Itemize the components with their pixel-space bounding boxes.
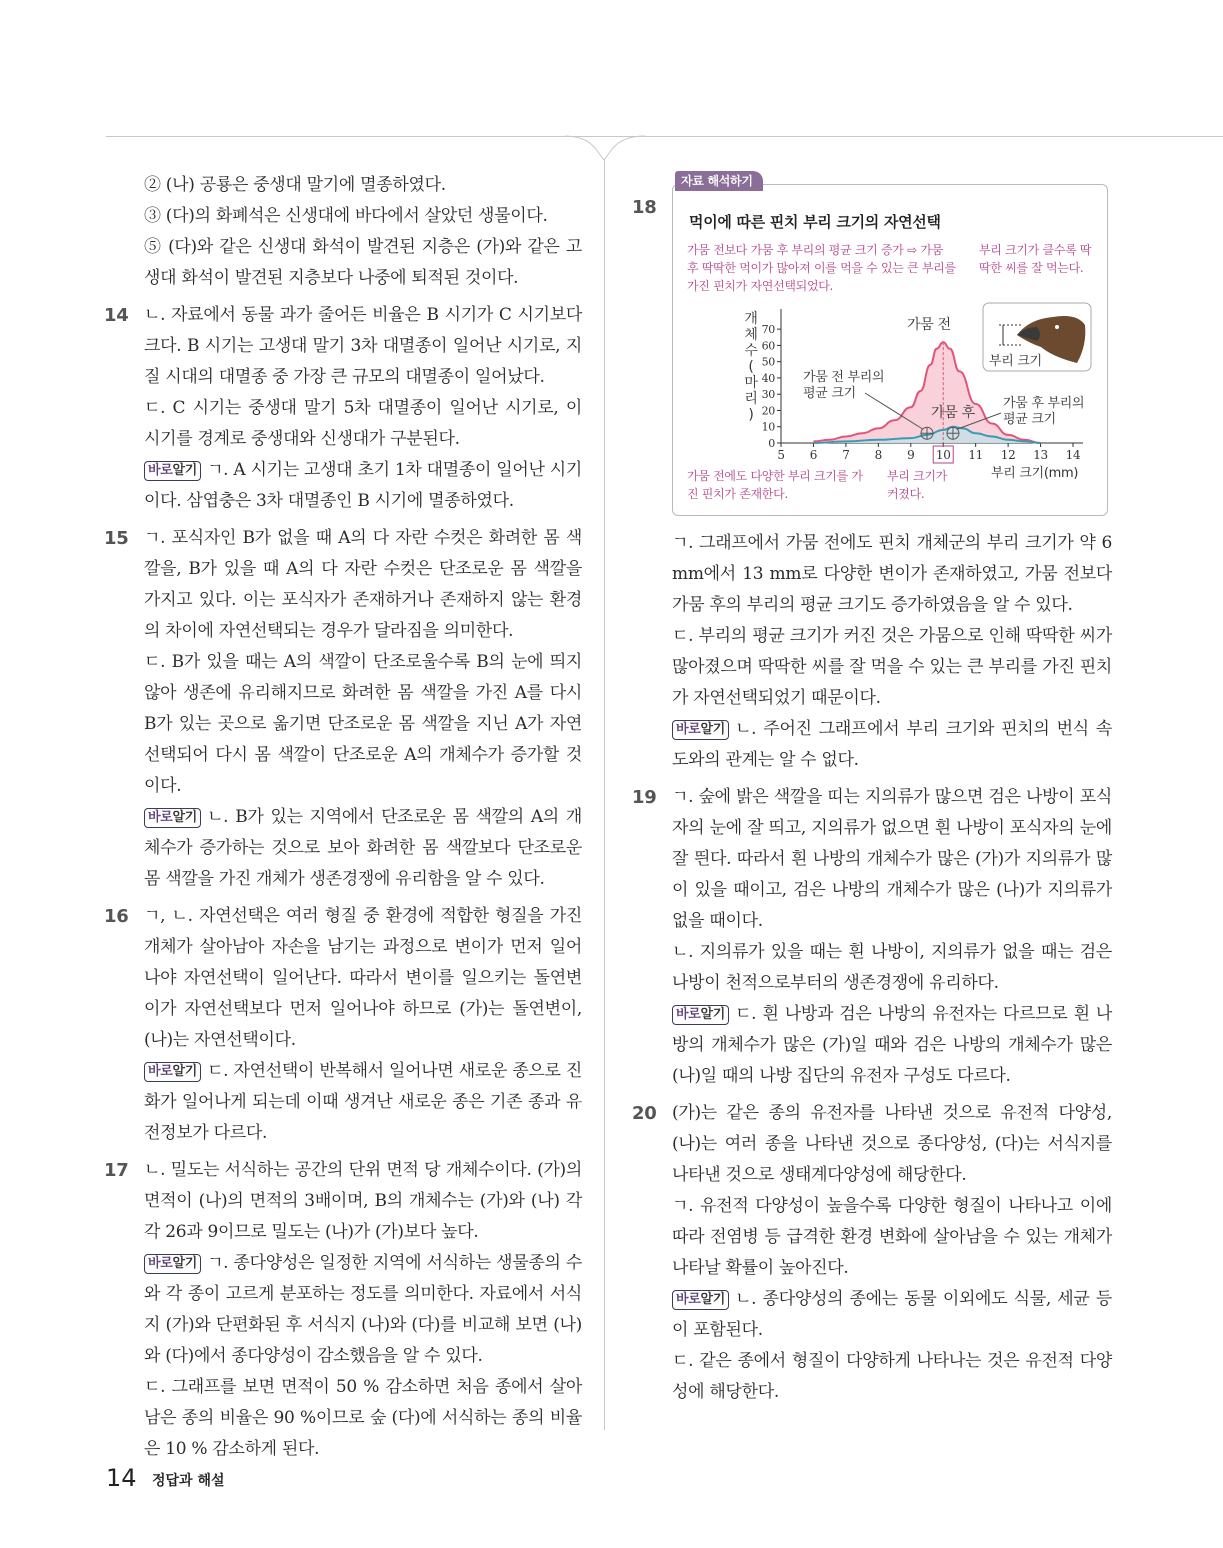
x-tick-label: 9 <box>907 448 915 462</box>
top-rule <box>106 136 1223 137</box>
x-tick-label: 5 <box>777 448 785 462</box>
correction: 바로알기 ㄴ. 종다양성의 종에는 동물 이외에도 식물, 세균 등이 포함된다. <box>672 1289 1112 1340</box>
mean-before-label-line1: 가뭄 전 부리의 <box>803 370 885 385</box>
explanation: ㄱ, ㄴ. 자연선택은 여러 형질 중 환경에 적합한 형질을 가진 개체가 살아남아 자손을 남기는 과정으로 변이가 먼저 일어나야 자연선택이 일어난다. 따라서 변이를 일으키는 돌연변이가 자연선택보다 먼저 일어나야 하므로 (가)는 돌연변이, (나)는 자연선택이다. <box>144 906 582 1050</box>
peak-label-before: 가뭄 전 <box>907 317 951 333</box>
explanation: ㄷ. 같은 종에서 형질이 다양하게 나타나는 것은 유전적 다양성에 해당한다. <box>672 1351 1112 1402</box>
intro-line-3: ③ (다)의 화폐석은 신생대에 바다에서 살았던 생물이다. <box>144 206 548 226</box>
baro-algi-badge: 바로알기 <box>672 1005 729 1025</box>
question-number: 19 <box>632 787 657 808</box>
x-tick-label: 13 <box>1033 448 1048 462</box>
y-tick-label: 40 <box>761 371 775 385</box>
explanation: ㄴ. 지의류가 있을 때는 흰 나방이, 지의류가 없을 때는 검은 나방이 천적으로부터의 생존경쟁에 유리하다. <box>672 942 1112 993</box>
question-18 <box>632 174 1112 776</box>
question-17 <box>104 1155 582 1465</box>
y-axis-label-char: 개 <box>744 311 758 327</box>
y-axis-label-char: 리 <box>744 391 758 407</box>
beak-size-chart <box>673 185 1107 515</box>
question-20 <box>632 1098 1112 1408</box>
correction: 바로알기 ㄱ. A 시기는 고생대 초기 1차 대멸종이 일어난 시기이다. 삼엽충은 3차 대멸종인 B 시기에 멸종하였다. <box>144 460 582 511</box>
right-column <box>632 170 1112 1414</box>
correction: 바로알기 ㄷ. 흰 나방과 검은 나방의 유전자는 다르므로 흰 나방의 개체수가 많은 (가)일 때와 검은 나방의 개체수가 많은 (나)일 때의 나방 집단의 유전자 구성도 다르다. <box>672 1004 1112 1086</box>
page-notch <box>565 120 645 160</box>
y-tick-label: 10 <box>761 420 775 434</box>
intro-line-2: ② (나) 공룡은 중생대 말기에 멸종하였다. <box>144 175 446 195</box>
x-tick-label: 7 <box>842 448 850 462</box>
y-axis-label-char: 수 <box>744 343 758 359</box>
explanation: ㄱ. 유전적 다양성이 높을수록 다양한 형질이 나타나고 이에 따라 전염병 등 급격한 환경 변화에 살아남을 수 있는 개체가 나타날 확률이 높아진다. <box>672 1196 1112 1278</box>
x-axis-label: 부리 크기(mm) <box>991 466 1079 481</box>
explanation: ㄷ. B가 있을 때는 A의 색깔이 단조로울수록 B의 눈에 띄지 않아 생존에 유리해지므로 화려한 몸 색깔을 가진 A를 다시 B가 있는 곳으로 옮기면 단조로운 몸 색깔을 지닌 A가 자연선택되어 다시 몸 색깔이 단조로운 A의 개체수가 증가할 것이다. <box>144 652 582 796</box>
explanation: ㄴ. 밀도는 서식하는 공간의 단위 면적 당 개체수이다. (가)의 면적이 (나)의 면적의 3배이며, B의 개체수는 (가)와 (나) 각각 26과 9이므로 밀도는 (나)가 (가)보다 높다. <box>144 1160 582 1242</box>
question-19 <box>632 782 1112 1092</box>
y-axis-label-char: 체 <box>744 327 758 343</box>
y-tick-label: 70 <box>761 323 775 337</box>
explanation: (가)는 같은 종의 유전자를 나타낸 것으로 유전적 다양성, (나)는 여러 종을 나타낸 것으로 종다양성, (다)는 서식지를 나타낸 것으로 생태계다양성에 해당한다. <box>672 1103 1112 1185</box>
question-15 <box>104 523 582 895</box>
baro-algi-badge: 바로알기 <box>144 1062 201 1082</box>
beak-size-label: 부리 크기 <box>989 354 1042 369</box>
question-number: 16 <box>104 906 129 927</box>
explanation: ㄴ. 자료에서 동물 과가 줄어든 비율은 B 시기가 C 시기보다 크다. B 시기는 고생대 말기 3차 대멸종이 일어난 시기로, 지질 시대의 대멸종 중 가장 큰 규모의 대멸종이 일어났다. <box>144 305 582 387</box>
correction: 바로알기 ㄷ. 자연선택이 반복해서 일어나면 새로운 종으로 진화가 일어나게 되는데 이때 생겨난 새로운 종은 기존 종과 유전정보가 다르다. <box>144 1061 582 1143</box>
y-tick-label: 60 <box>761 339 775 353</box>
baro-algi-badge: 바로알기 <box>672 1290 729 1310</box>
explanation: ㄷ. C 시기는 중생대 말기 5차 대멸종이 일어난 시기로, 이 시기를 경계로 중생대와 신생대가 구분된다. <box>144 398 582 449</box>
y-tick-label: 0 <box>768 437 775 450</box>
question-number: 15 <box>104 528 129 549</box>
x-tick-label: 14 <box>1065 448 1081 462</box>
x-tick-label: 11 <box>968 448 984 462</box>
question-number: 17 <box>104 1160 129 1181</box>
note-bottom-mid: 부리 크기가 커졌다. <box>887 469 947 501</box>
peak-label-after: 가뭄 후 <box>931 405 975 421</box>
y-axis-label-char: 마 <box>744 375 758 391</box>
figure-title: 먹이에 따른 핀치 부리 크기의 자연선택 <box>689 213 941 231</box>
baro-algi-badge: 바로알기 <box>144 461 201 481</box>
question-number: 14 <box>104 305 129 326</box>
baro-algi-badge: 바로알기 <box>144 808 201 828</box>
finch-eye-illustration <box>1055 325 1059 329</box>
correction: 바로알기 ㄴ. B가 있는 지역에서 단조로운 몸 색깔의 A의 개체수가 증가하는 것으로 보아 화려한 몸 색깔보다 단조로운 몸 색깔을 가진 개체가 생존경쟁에 유리함을 알 수 있다. <box>144 807 582 889</box>
question-number: 20 <box>632 1103 657 1124</box>
figure-tab: 자료 해석하기 <box>675 171 763 191</box>
y-axis-label-char: ) <box>748 407 754 423</box>
intro-answers <box>104 170 582 294</box>
explanation: ㄱ. 숲에 밝은 색깔을 띠는 지의류가 많으면 검은 나방이 포식자의 눈에 잘 띄고, 지의류가 없으면 흰 나방이 포식자의 눈에 잘 띈다. 따라서 흰 나방의 개체수가 많은 (가)가 지의류가 많이 있을 때이고, 검은 나방의 개체수가 많은 (나)가 지의류가 없을 때이다. <box>672 787 1112 931</box>
x-tick-label: 10 <box>935 448 951 462</box>
explanation: ㄱ. 그래프에서 가뭄 전에도 핀치 개체군의 부리 크기가 약 6 mm에서 13 mm로 다양한 변이가 존재하였고, 가뭄 전보다 가뭄 후의 부리의 평균 크기도 증가하였음을 알 수 있다. <box>672 533 1112 615</box>
y-axis-label-char: ( <box>748 359 754 375</box>
y-tick-label: 20 <box>761 404 775 418</box>
explanation: ㄷ. 그래프를 보면 면적이 50 % 감소하면 처음 종에서 살아남은 종의 비율은 90 %이므로 숲 (다)에 서식하는 종의 비율은 10 % 감소하게 된다. <box>144 1377 582 1459</box>
x-tick-label: 8 <box>874 448 883 462</box>
baro-algi-badge: 바로알기 <box>144 1254 201 1274</box>
note-top-right: 부리 크기가 클수록 딱딱한 씨를 잘 먹는다. <box>979 243 1092 275</box>
x-tick-label: 6 <box>809 448 818 462</box>
mean-after-label-line1: 가뭄 후 부리의 <box>1003 396 1085 411</box>
intro-line-5: ⑤ (다)와 같은 신생대 화석이 발견된 지층은 (가)와 같은 고생대 화석이 발견된 지층보다 나중에 퇴적된 것이다. <box>144 237 582 288</box>
page-number: 14 <box>106 1464 137 1492</box>
mean-after-label-line2: 평균 크기 <box>1003 412 1056 427</box>
explanation: ㄱ. 포식자인 B가 없을 때 A의 다 자란 수컷은 화려한 몸 색깔을, B가 있을 때 A의 다 자란 수컷은 단조로운 몸 색깔을 가지고 있다. 이는 포식자가 존재하거나 존재하지 않는 환경의 차이에 자연선택되는 경우가 달라짐을 의미한다. <box>144 528 582 641</box>
correction: 바로알기 ㄱ. 종다양성은 일정한 지역에 서식하는 생물종의 수와 각 종이 고르게 분포하는 정도를 의미한다. 자료에서 서식지 (가)와 단편화된 후 서식지 (나)와 (다)를 비교해 보면 (나)와 (다)에서 종다양성이 감소했음을 알 수 있다. <box>144 1253 582 1366</box>
note-top-left: 가뭄 전보다 가뭄 후 부리의 평균 크기 증가 ⇨ 가뭄 후 딱딱한 먹이가 많아져 이를 먹을 수 있는 큰 부리를 가진 핀치가 자연선택되었다. <box>687 243 956 293</box>
explanation: ㄷ. 부리의 평균 크기가 커진 것은 가뭄으로 인해 딱딱한 씨가 많아졌으며 딱딱한 씨를 잘 먹을 수 있는 큰 부리를 가진 핀치가 자연선택되었기 때문이다. <box>672 626 1112 708</box>
note-bottom-left: 가뭄 전에도 다양한 부리 크기를 가진 핀치가 존재한다. <box>687 469 863 501</box>
footer-title: 정답과 해설 <box>152 1473 225 1489</box>
left-column <box>104 170 582 1471</box>
question-16 <box>104 901 582 1149</box>
correction: 바로알기 ㄴ. 주어진 그래프에서 부리 크기와 핀치의 번식 속도와의 관계는 알 수 없다. <box>672 719 1112 770</box>
question-number: 18 <box>632 197 657 218</box>
column-divider <box>604 160 605 1430</box>
y-tick-label: 50 <box>761 355 775 369</box>
mean-before-label-line2: 평균 크기 <box>803 386 856 401</box>
y-tick-label: 30 <box>761 388 775 402</box>
question-14 <box>104 300 582 517</box>
data-figure <box>672 174 1108 516</box>
baro-algi-badge: 바로알기 <box>672 720 729 740</box>
x-tick-label: 12 <box>1000 448 1016 462</box>
